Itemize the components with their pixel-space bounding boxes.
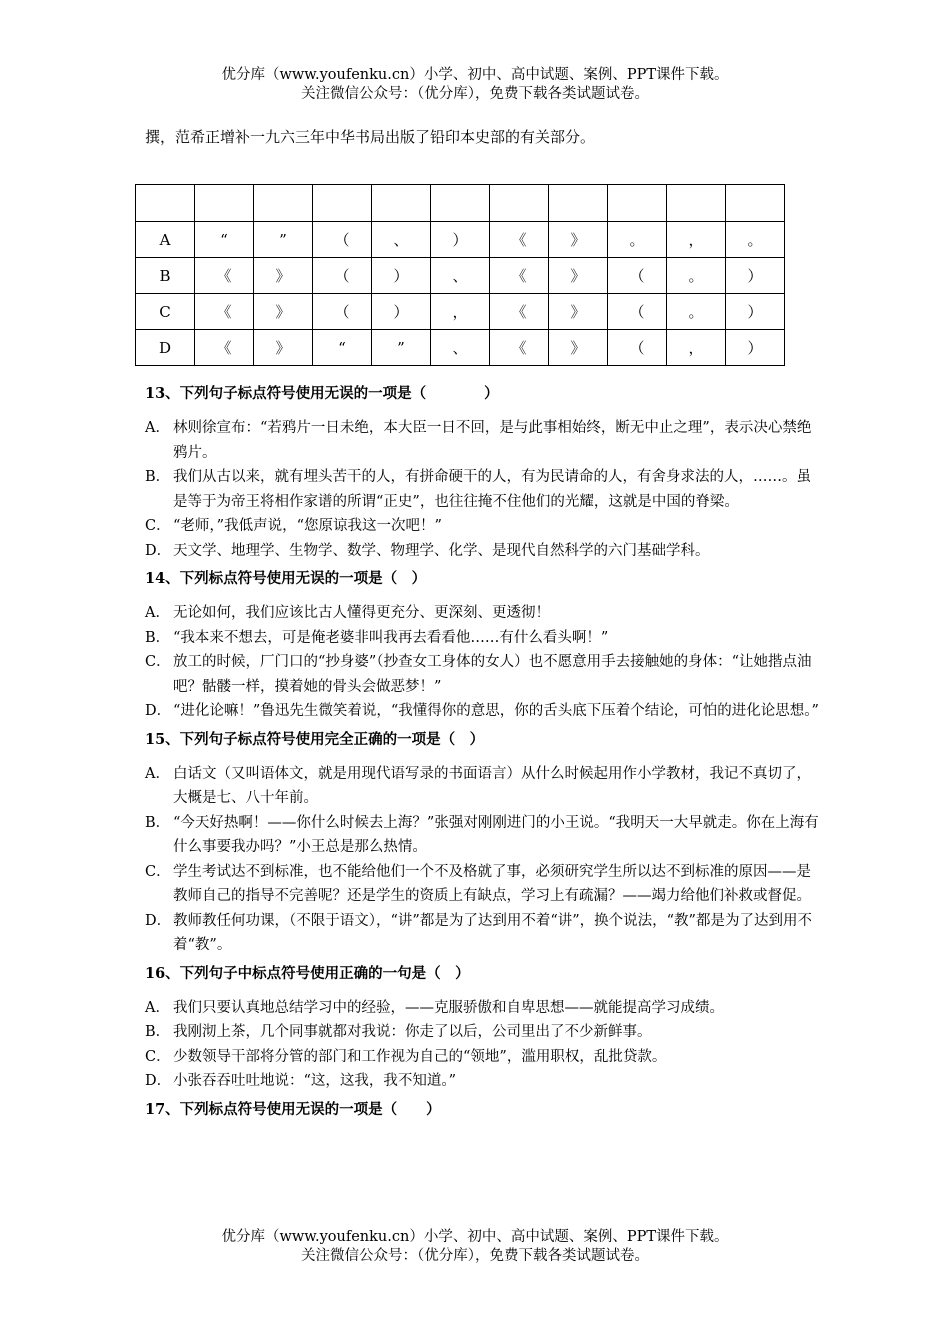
option-text: 少数领导干部将分管的部门和工作视为自己的“领地”，滥用职权，乱批贷款。	[173, 1048, 667, 1065]
table-row	[136, 222, 785, 258]
option-text: 我们只要认真地总结学习中的经验，——克服骄傲和自卑思想——就能提高学习成绩。	[173, 999, 724, 1016]
answer-option	[145, 762, 825, 811]
option-text: 教师教任何功课，（不限于语文），“讲”都是为了达到用不着“讲”，换个说法，“教”都是为了达到用不着“教”。	[173, 912, 812, 953]
option-label: B．	[145, 814, 171, 831]
answer-option	[145, 626, 825, 651]
table-cell: 。	[667, 294, 726, 330]
option-label: A．	[145, 765, 170, 782]
answer-option	[145, 811, 825, 860]
table-cell: 《	[490, 258, 549, 294]
option-label: B．	[145, 629, 171, 646]
option-text: 放工的时候，厂门口的“抄身婆”（抄查女工身体的女人）也不愿意用手去接触她的身体：“让她揩点油吧？骷髅一样，摸着她的骨头会做恶梦！”	[173, 654, 812, 695]
answer-option	[145, 465, 825, 514]
table-cell: ）	[726, 258, 785, 294]
question-title: 14、下列标点符号使用无误的一项是（ ）	[145, 570, 427, 587]
header-line-2: 关注微信公众号：（优分库），免费下载各类试题试卷。	[301, 86, 649, 102]
table-cell: 》	[254, 258, 313, 294]
option-label: B．	[145, 469, 171, 485]
table-cell: 》	[549, 222, 608, 258]
option-text: “老师，”我低声说，“您原谅我这一次吧！”	[173, 518, 442, 534]
table-cell: 》	[549, 258, 608, 294]
table-cell: 、	[431, 258, 490, 294]
table-cell: 《	[490, 294, 549, 330]
footer-line-1: 优分库（www.youfenku.cn）小学、初中、高中试题、案例、PPT课件下载。	[221, 1229, 729, 1245]
questions-section	[145, 382, 825, 1132]
table-cell: （	[608, 294, 667, 330]
table-cell: 。	[608, 222, 667, 258]
table-cell: 《	[195, 294, 254, 330]
table-cell: 《	[490, 330, 549, 366]
table-cell: （	[313, 222, 372, 258]
table-cell: ，	[667, 222, 726, 258]
table-cell: 《	[195, 330, 254, 366]
table-cell: 》	[254, 294, 313, 330]
table-cell: （	[608, 330, 667, 366]
option-label: A．	[145, 420, 170, 436]
option-label: C．	[145, 518, 171, 534]
table-cell: ）	[726, 330, 785, 366]
option-label: D．	[145, 1073, 172, 1089]
row-label: B	[136, 258, 195, 294]
option-text: 林则徐宣布：“若鸦片一日未绝，本大臣一日不回，是与此事相始终，断无中止之理”，表示决心禁绝鸦片。	[173, 420, 812, 461]
answer-option	[145, 1069, 825, 1094]
answer-option	[145, 1020, 825, 1045]
table-row	[136, 330, 785, 366]
row-label: C	[136, 294, 195, 330]
answer-option	[145, 514, 825, 539]
option-label: C．	[145, 654, 171, 670]
option-text: 学生考试达不到标准，也不能给他们一个不及格就了事，必须研究学生所以达不到标准的原因——是教师自己的指导不完善呢？还是学生的资质上有缺点，学习上有疏漏？——竭力给他们补救或督促。	[173, 863, 811, 904]
table-cell: ”	[254, 222, 313, 258]
row-label: D	[136, 330, 195, 366]
table-cell: ）	[372, 258, 431, 294]
question-block	[145, 962, 825, 1094]
option-text: 无论如何，我们应该比古人懂得更充分、更深刻、更透彻！	[173, 605, 550, 621]
table-cell: 。	[726, 222, 785, 258]
answer-option	[145, 650, 825, 699]
table-cell: 。	[667, 258, 726, 294]
option-text: 我们从古以来，就有埋头苦干的人，有拼命硬干的人，有为民请命的人，有舍身求法的人，……。虽是等于为帝王将相作家谱的所谓“正史”，也往往掩不住他们的光耀，这就是中国的脊梁。	[173, 469, 811, 510]
question-block	[145, 1098, 825, 1122]
option-text: “进化论嘛！”鲁迅先生微笑着说，“我懂得你的意思，你的舌头底下压着个结论，可怕的进化论思想。”	[173, 703, 819, 719]
table-cell: 》	[254, 330, 313, 366]
answer-option	[145, 416, 825, 465]
table-cell: ）	[431, 222, 490, 258]
question-title: 15、下列句子标点符号使用完全正确的一项是（ ）	[145, 730, 485, 748]
table-row	[136, 294, 785, 330]
option-text: 小张吞吞吐吐地说：“这，这我，我不知道。”	[173, 1073, 457, 1089]
row-label: A	[136, 222, 195, 258]
table-cell: 》	[549, 330, 608, 366]
table-cell: 》	[549, 294, 608, 330]
option-label: B．	[145, 1024, 171, 1040]
table-cell: （	[608, 258, 667, 294]
table-cell: （	[313, 294, 372, 330]
answer-option	[145, 699, 825, 724]
table-cell: ，	[667, 330, 726, 366]
option-text: 我刚沏上茶，几个同事就都对我说：你走了以后，公司里出了不少新鲜事。	[173, 1024, 652, 1040]
option-label: A．	[145, 605, 170, 621]
answer-option	[145, 996, 825, 1021]
question-title: 17、下列标点符号使用无误的一项是（ ）	[145, 1100, 441, 1118]
question-title: 13、下列句子标点符号使用无误的一项是（ ）	[145, 385, 499, 402]
question-block	[145, 382, 825, 563]
question-block	[145, 567, 825, 724]
option-label: A．	[145, 999, 170, 1016]
option-label: D．	[145, 542, 172, 559]
option-text: “我本来不想去，可是俺老婆非叫我再去看看他……有什么看头啊！”	[173, 629, 609, 646]
option-label: D．	[145, 703, 172, 719]
page-footer	[0, 1228, 950, 1266]
option-text: 天文学、地理学、生物学、数学、物理学、化学、是现代自然科学的六门基础学科。	[173, 542, 710, 559]
intro-text: 撰，范希正增补一九六三年中华书局出版了铅印本史部的有关部分。	[145, 128, 596, 146]
table-cell: 、	[372, 222, 431, 258]
table-cell: “	[195, 222, 254, 258]
option-text: 白话文（又叫语体文，就是用现代语写录的书面语言）从什么时候起用作小学教材，我记不真切了，大概是七、八十年前。	[173, 765, 811, 806]
answer-option	[145, 1045, 825, 1070]
table-cell: 《	[490, 222, 549, 258]
table-cell: 、	[431, 330, 490, 366]
footer-line-2: 关注微信公众号：（优分库），免费下载各类试题试卷。	[301, 1248, 649, 1264]
punctuation-table	[135, 184, 785, 366]
question-title: 16、下列句子中标点符号使用正确的一句是（ ）	[145, 964, 470, 982]
table-cell: （	[313, 258, 372, 294]
option-label: C．	[145, 1048, 171, 1065]
table-cell: ，	[431, 294, 490, 330]
table-cell: “	[313, 330, 372, 366]
page-header	[0, 66, 950, 104]
question-block	[145, 728, 825, 958]
table-header-row	[136, 185, 785, 222]
answer-option	[145, 860, 825, 909]
option-label: D．	[145, 912, 172, 929]
answer-option	[145, 601, 825, 626]
table-row	[136, 258, 785, 294]
table-cell: 《	[195, 258, 254, 294]
table-cell: ”	[372, 330, 431, 366]
option-text: “今天好热啊！——你什么时候去上海？”张强对刚刚进门的小王说。“我明天一大早就走。你在上海有什么事要我办吗？”小王总是那么热情。	[173, 814, 819, 855]
table-cell: ）	[726, 294, 785, 330]
table-cell: ）	[372, 294, 431, 330]
option-label: C．	[145, 863, 171, 880]
answer-option	[145, 909, 825, 958]
answer-option	[145, 539, 825, 564]
header-line-1: 优分库（www.youfenku.cn）小学、初中、高中试题、案例、PPT课件下载。	[221, 67, 729, 83]
